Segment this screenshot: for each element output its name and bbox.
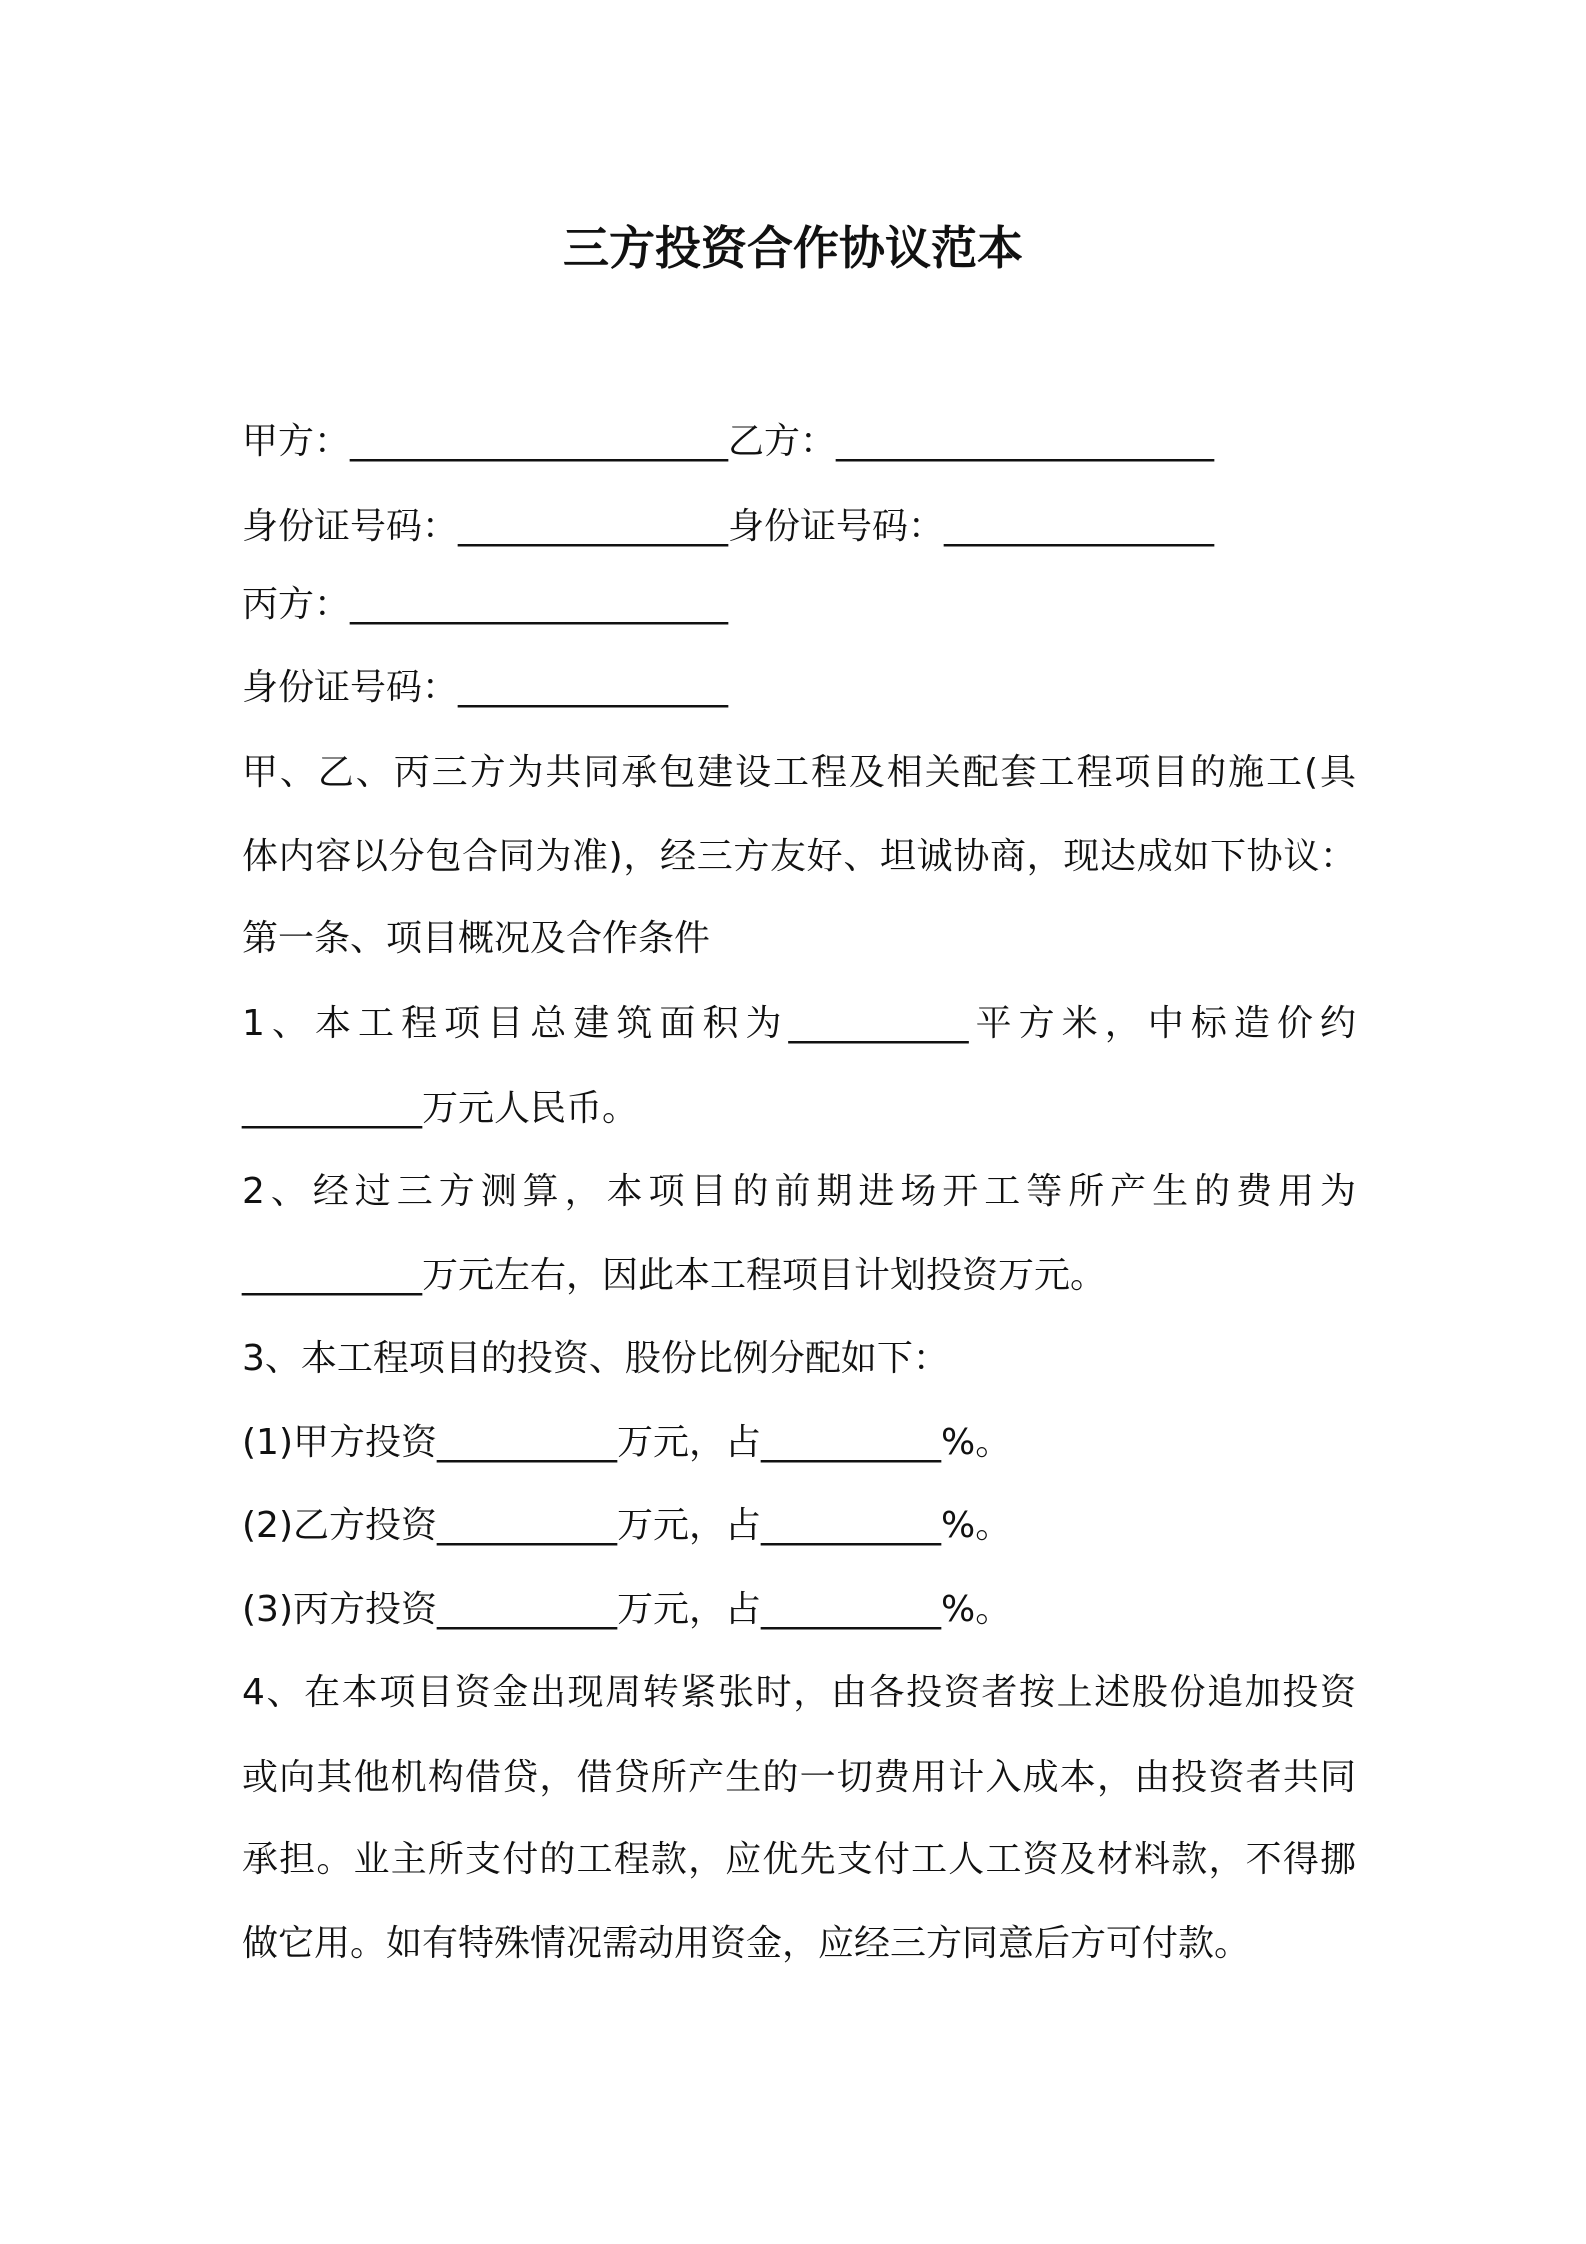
paragraph-line: 身份证号码：_______________ xyxy=(242,667,729,708)
paragraph-line: 2、经过三方测算，本项目的前期进场开工等所产生的费用为 xyxy=(242,1171,1356,1212)
paragraph-line: 做它用。如有特殊情况需动用资金，应经三方同意后方可付款。 xyxy=(242,1923,1251,1964)
document-title: 三方投资合作协议范本 xyxy=(563,221,1023,275)
paragraph-line: 承担。业主所支付的工程款，应优先支付工人工资及材料款，不得挪 xyxy=(242,1839,1356,1880)
paragraph-line: 甲、乙、丙三方为共同承包建设工程及相关配套工程项目的施工(具 xyxy=(242,752,1356,793)
paragraph-line: 丙方：_____________________ xyxy=(242,584,729,625)
paragraph-line: 4、在本项目资金出现周转紧张时，由各投资者按上述股份追加投资 xyxy=(242,1672,1356,1713)
paragraph-line: 或向其他机构借贷，借贷所产生的一切费用计入成本，由投资者共同 xyxy=(242,1757,1356,1798)
paragraph-line: (1)甲方投资__________万元，占__________%。 xyxy=(242,1422,1012,1463)
paragraph-line: __________万元人民币。 xyxy=(242,1088,639,1129)
paragraph-line: (2)乙方投资__________万元，占__________%。 xyxy=(242,1505,1012,1546)
paragraph-line: 1、本工程项目总建筑面积为__________平方米，中标造价约 xyxy=(242,1003,1356,1044)
paragraph-line: (3)丙方投资__________万元，占__________%。 xyxy=(242,1589,1012,1630)
paragraph-line: 第一条、项目概况及合作条件 xyxy=(242,918,711,959)
paragraph-line: __________万元左右，因此本工程项目计划投资万元。 xyxy=(242,1255,1107,1296)
paragraph-line: 体内容以分包合同为准)，经三方友好、坦诚协商，现达成如下协议： xyxy=(242,836,1356,877)
paragraph-line: 身份证号码：_______________身份证号码：_______________ xyxy=(242,506,1215,547)
paragraph-line: 3、本工程项目的投资、股份比例分配如下： xyxy=(242,1338,949,1379)
paragraph-line: 甲方：_____________________乙方：_____________________ xyxy=(242,421,1215,462)
